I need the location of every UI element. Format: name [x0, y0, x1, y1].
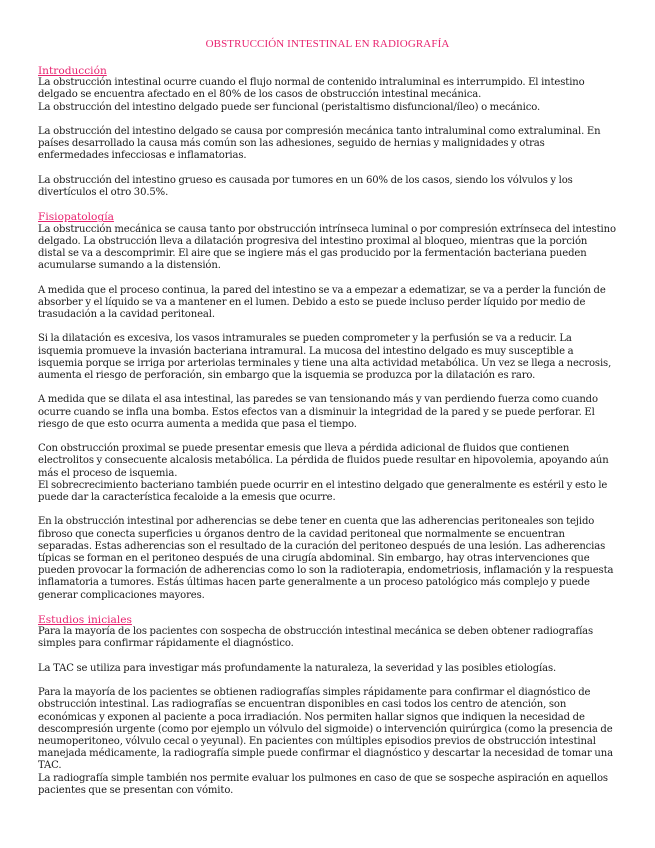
- paragraph: La TAC se utiliza para investigar más profundamente la naturaleza, la severidad y las posibles etiologías.: [38, 662, 557, 674]
- section-fisiopatologia: [38, 211, 617, 614]
- paragraph: La obstrucción del intestino delgado puede ser funcional (peristaltismo disfuncional/íleo) o mecánico.: [38, 101, 541, 113]
- section-heading: Fisiopatología: [38, 211, 114, 224]
- paragraph: El sobrecrecimiento bacteriano también puede ocurrir en el intestino delgado que generalmente es estéril y esto le puede dar la característica fecaloide a la emesis que ocurre.: [38, 479, 608, 503]
- paragraph: La obstrucción mecánica se causa tanto por obstrucción intrínseca luminal o por compresión extrínseca del intestino delgado. La obstrucción lleva a dilatación progresiva del intestino proximal al bloqueo, mientras que la porción distal se va a descomprimir. El aire que se ingiere más el gas producido por la fermentación bacteriana pueden acumularse sumando a la distensión.: [38, 223, 616, 272]
- section-introduccion: [38, 65, 617, 211]
- paragraph: A medida que el proceso continua, la pared del intestino se va a empezar a edematizar, se va a perder la función de absorber y el líquido se va a mantener en el lumen. Debido a esto se puede incluso perder líquido por medio de trasudación a la cavidad peritoneal.: [38, 284, 606, 320]
- paragraph: Para la mayoría de los pacientes con sospecha de obstrucción intestinal mecánica se deben obtener radiografías simples para confirmar rápidamente el diagnóstico.: [38, 626, 594, 650]
- section-estudios-iniciales: [38, 614, 617, 797]
- paragraph: La obstrucción intestinal ocurre cuando el flujo normal de contenido intraluminal es interrumpido. El intestino delgado se encuentra afectado en el 80% de los casos de obstrucción intestinal mecánica.: [38, 77, 585, 101]
- document-title: OBSTRUCCIÓN INTESTINAL EN RADIOGRAFÍA: [205, 38, 450, 50]
- paragraph: Con obstrucción proximal se puede presentar emesis que lleva a pérdida adicional de fluidos que contienen electrolitos y consecuente alcalosis metabólica. La pérdida de fluidos puede resultar en hipovolemia, apoyando aún más el proceso de isquemia.: [38, 443, 609, 479]
- section-heading: Introducción: [38, 65, 107, 77]
- paragraph: La obstrucción del intestino delgado se causa por compresión mecánica tanto intraluminal como extraluminal. En países desarrollado la causa más común son las adhesiones, seguido de hernias y malignidades y otras enfermedades infecciosas e inflamatorias.: [38, 126, 601, 162]
- paragraph: En la obstrucción intestinal por adherencias se debe tener en cuenta que las adherencias peritoneales son tejido fibroso que conecta superficies u órganos dentro de la cavidad peritoneal que normalmente se encuentran separadas. Estas adherencias son el resultado de la curación del peritoneo después de una lesión. Las adherencias típicas se forman en el peritoneo después de una cirugía abdominal. Sin embargo, hay otras intervenciones que pueden provocar la formación de adherencias como lo son la radioterapia, endometriosis, inflamación y la respuesta inflamatoria a tumores. Estás últimas hacen parte generalmente a un proceso patológico más complejo y puede generar complicaciones mayores.: [38, 516, 614, 601]
- paragraph: A medida que se dilata el asa intestinal, las paredes se van tensionando más y van perdiendo fuerza como cuando ocurre cuando se infla una bomba. Estos efectos van a disminuir la integridad de la pared y se puede perforar. El riesgo de que esto ocurra aumenta a medida que pasa el tiempo.: [38, 394, 598, 430]
- paragraph: Si la dilatación es excesiva, los vasos intramurales se pueden comprometer y la perfusión se va a reducir. La isquemia promueve la invasión bacteriana intramural. La mucosa del intestino delgado es muy susceptible a isquemia porque se irriga por arteriolas terminales y tiene una alta actividad metabólica. Un vez se llega a necrosis, aumenta el riesgo de perforación, sin embargo que la isquemia se produzca por la dilatación es raro.: [38, 333, 612, 381]
- paragraph: La obstrucción del intestino grueso es causada por tumores en un 60% de los casos, siendo los vólvulos y los divertículos el otro 30.5%.: [38, 174, 573, 198]
- paragraph: La radiografía simple también nos permite evaluar los pulmones en caso de que se sospeche aspiración en aquellos pacientes que se presentan con vómito.: [38, 772, 608, 796]
- section-heading: Estudios iniciales: [38, 614, 132, 626]
- paragraph: Para la mayoría de los pacientes se obtienen radiografías simples rápidamente para confirmar el diagnóstico de obstrucción intestinal. Las radiografías se encuentran disponibles en casi todos los centro de atención, son económicas y exponen al paciente a poca irradiación. Nos permiten hallar signos que indiquen la necesidad de descompresión urgente (como por ejemplo un vólvulo del sigmoide) o intervención quirúrgica (como la presencia de neumoperitoneo, vólvulo cecal o yeyunal). En pacientes con múltiples episodios previos de obstrucción intestinal manejada médicamente, la radiografía simple puede confirmar el diagnóstico y descartar la necesidad de tomar una TAC.: [38, 687, 613, 772]
